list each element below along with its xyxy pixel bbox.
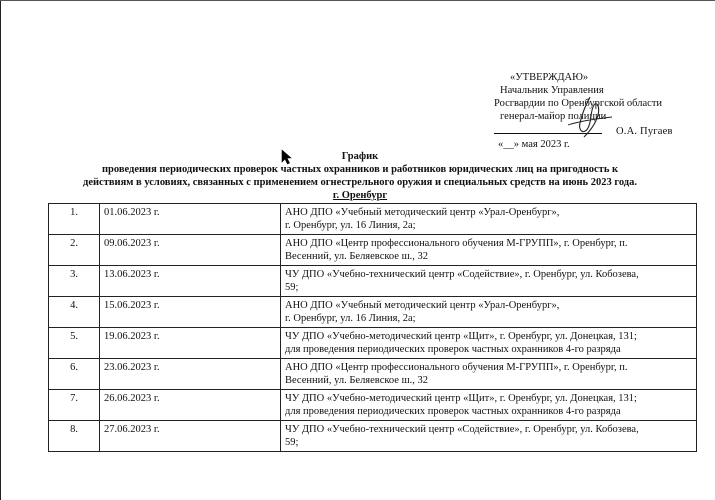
document-title xyxy=(20,150,700,202)
table-row xyxy=(49,390,697,421)
organization-line: ЧУ ДПО «Учебно-методический центр «Щит», г. Оренбург, ул. Донецкая, 131; xyxy=(285,331,637,342)
row-organization xyxy=(281,328,697,359)
organization-line: ЧУ ДПО «Учебно-технический центр «Содействие», г. Оренбург, ул. Кобозева, xyxy=(285,424,639,435)
row-organization xyxy=(281,204,697,235)
title-city: г. Оренбург xyxy=(332,190,388,201)
table-row xyxy=(49,235,697,266)
organization-line: г. Оренбург, ул. 16 Линия, 2а; xyxy=(285,220,416,231)
row-number: 4. xyxy=(49,297,100,328)
table-row xyxy=(49,297,697,328)
row-date: 13.06.2023 г. xyxy=(100,266,281,297)
organization-line: ЧУ ДПО «Учебно-технический центр «Содействие», г. Оренбург, ул. Кобозева, xyxy=(285,269,639,280)
organization-line: г. Оренбург, ул. 16 Линия, 2а; xyxy=(285,313,416,324)
organization-line: Весенний, ул. Беляевское ш., 32 xyxy=(285,375,429,386)
row-date: 27.06.2023 г. xyxy=(100,421,281,452)
approval-date: «__» мая 2023 г. xyxy=(498,139,570,150)
row-organization xyxy=(281,390,697,421)
title-line-2: действиям в условиях, связанных с применением огнестрельного оружия и специальных средств на июнь 2023 года. xyxy=(83,177,637,188)
table-row xyxy=(49,359,697,390)
organization-line: для проведения периодических проверок частных охранников 4-го разряда xyxy=(285,344,621,355)
row-organization xyxy=(281,235,697,266)
row-date: 26.06.2023 г. xyxy=(100,390,281,421)
organization-line: Весенний, ул. Беляевское ш., 32 xyxy=(285,251,429,262)
approval-heading: «УТВЕРЖДАЮ» xyxy=(510,72,589,83)
row-date: 23.06.2023 г. xyxy=(100,359,281,390)
page-top-edge xyxy=(0,0,715,1)
handwritten-signature xyxy=(560,95,620,140)
row-organization xyxy=(281,421,697,452)
organization-line: АНО ДПО «Учебный методический центр «Урал-Оренбург», xyxy=(285,207,560,218)
approval-rank: генерал-майор полиции xyxy=(500,111,607,122)
page-left-edge xyxy=(0,0,1,500)
approval-signer: О.А. Пугаев xyxy=(616,126,673,137)
row-organization xyxy=(281,359,697,390)
organization-line: 59; xyxy=(285,437,299,448)
row-date: 01.06.2023 г. xyxy=(100,204,281,235)
organization-line: АНО ДПО «Учебный методический центр «Урал-Оренбург», xyxy=(285,300,560,311)
row-organization xyxy=(281,297,697,328)
schedule-table xyxy=(48,203,697,452)
row-number: 2. xyxy=(49,235,100,266)
row-date: 09.06.2023 г. xyxy=(100,235,281,266)
row-number: 6. xyxy=(49,359,100,390)
organization-line: ЧУ ДПО «Учебно-методический центр «Щит», г. Оренбург, ул. Донецкая, 131; xyxy=(285,393,637,404)
row-date: 19.06.2023 г. xyxy=(100,328,281,359)
organization-line: АНО ДПО «Центр профессионального обучения М-ГРУПП», г. Оренбург, п. xyxy=(285,238,628,249)
row-organization xyxy=(281,266,697,297)
title-heading: График xyxy=(341,151,379,162)
table-row xyxy=(49,204,697,235)
approval-position: Начальник Управления xyxy=(500,85,604,96)
table-row xyxy=(49,421,697,452)
organization-line: 59; xyxy=(285,282,299,293)
row-number: 5. xyxy=(49,328,100,359)
table-row xyxy=(49,266,697,297)
row-number: 7. xyxy=(49,390,100,421)
organization-line: АНО ДПО «Центр профессионального обучения М-ГРУПП», г. Оренбург, п. xyxy=(285,362,628,373)
row-number: 3. xyxy=(49,266,100,297)
organization-line: для проведения периодических проверок частных охранников 4-го разряда xyxy=(285,406,621,417)
row-date: 15.06.2023 г. xyxy=(100,297,281,328)
title-line-1: проведения периодических проверок частных охранников и работников юридических лиц на пригодность к xyxy=(101,164,619,175)
row-number: 8. xyxy=(49,421,100,452)
row-number: 1. xyxy=(49,204,100,235)
table-row xyxy=(49,328,697,359)
approval-organization: Росгвардии по Оренбургской области xyxy=(494,98,663,109)
